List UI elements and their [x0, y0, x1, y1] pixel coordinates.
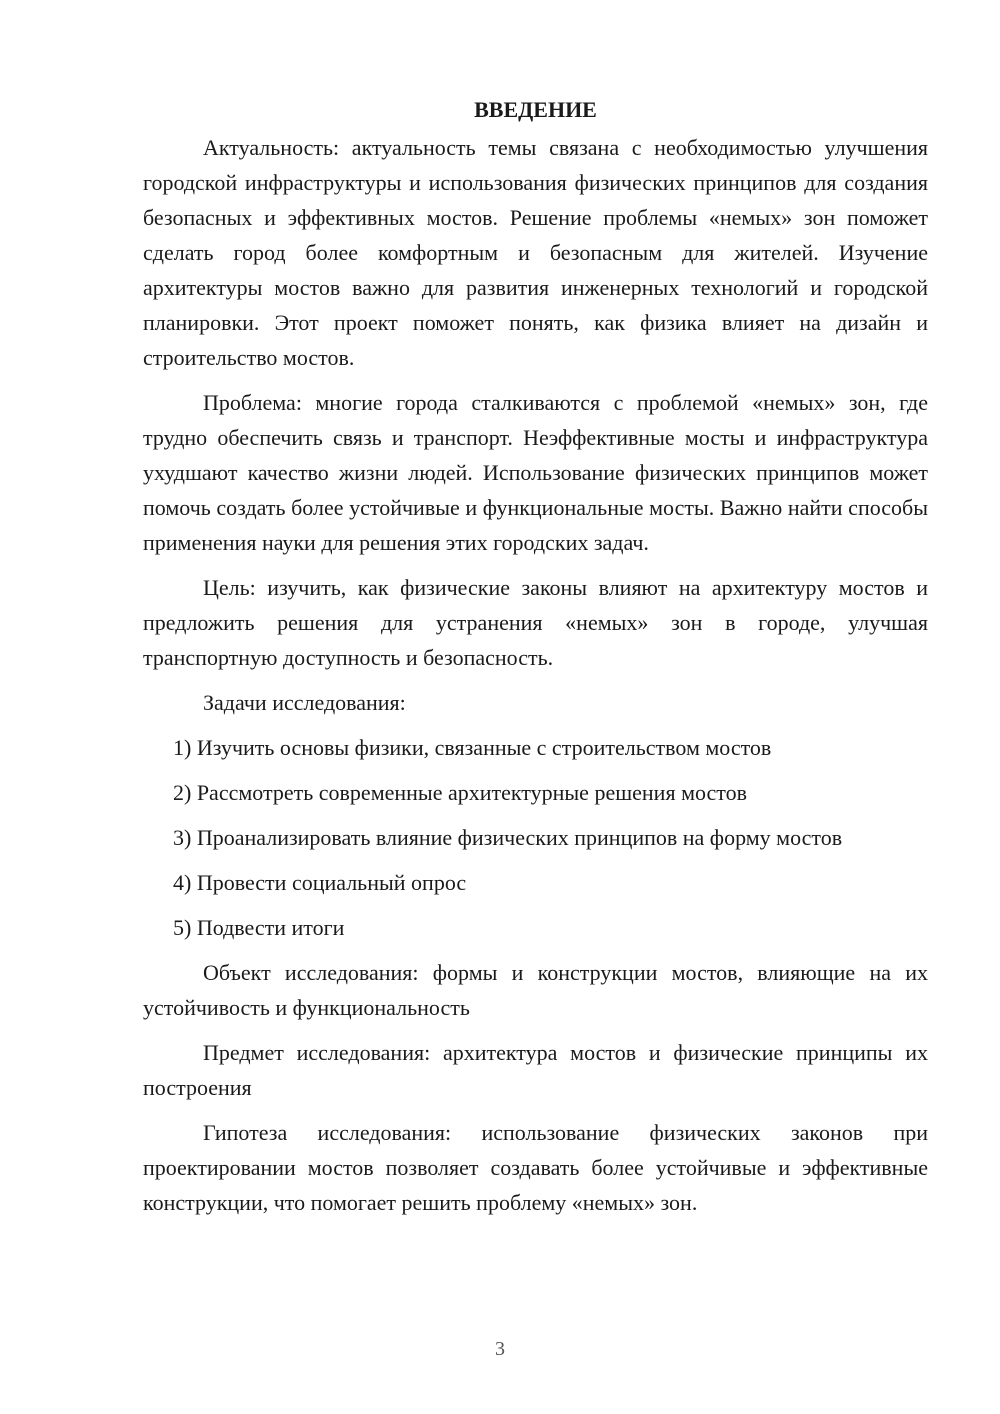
- paragraph-subject: Предмет исследования: архитектура мостов и физические принципы их построения: [143, 1040, 928, 1100]
- task-item-3: 3) Проанализировать влияние физических принципов на форму мостов: [173, 825, 843, 850]
- paragraph-hypothesis: Гипотеза исследования: использование физических законов при проектировании мостов позволяет создавать более устойчивые и эффективные конструкции, что помогает решить проблему «немых» зон.: [143, 1120, 928, 1215]
- paragraph-object: Объект исследования: формы и конструкции мостов, влияющие на их устойчивость и функциональность: [143, 960, 928, 1020]
- section-title: ВВЕДЕНИЕ: [474, 97, 597, 122]
- task-item-2: 2) Рассмотреть современные архитектурные решения мостов: [173, 780, 748, 805]
- task-item-4: 4) Провести социальный опрос: [173, 870, 467, 895]
- page-number: 3: [495, 1338, 505, 1360]
- paragraph-goal: Цель: изучить, как физические законы влияют на архитектуру мостов и предложить решения для устранения «немых» зон в городе, улучшая транспортную доступность и безопасность.: [143, 575, 928, 670]
- task-item-5: 5) Подвести итоги: [173, 915, 345, 940]
- paragraph-problem: Проблема: многие города сталкиваются с проблемой «немых» зон, где трудно обеспечить связь и транспорт. Неэффективные мосты и инфраструктура ухудшают качество жизни людей. Использование физических принципов может помочь создать более устойчивые и функциональные мосты. Важно найти способы применения науки для решения этих городских задач.: [143, 390, 928, 555]
- task-item-1: 1) Изучить основы физики, связанные с строительством мостов: [173, 735, 772, 760]
- tasks-list: [143, 730, 928, 945]
- page-content: [143, 92, 928, 1230]
- paragraph-relevance: Актуальность: актуальность темы связана с необходимостью улучшения городской инфраструктуры и использования физических принципов для создания безопасных и эффективных мостов. Решение проблемы «немых» зон поможет сделать город более комфортным и безопасным для жителей. Изучение архитектуры мостов важно для развития инженерных технологий и городской планировки. Этот проект поможет понять, как физика влияет на дизайн и строительство мостов.: [143, 135, 928, 370]
- tasks-heading: Задачи исследования:: [203, 690, 406, 715]
